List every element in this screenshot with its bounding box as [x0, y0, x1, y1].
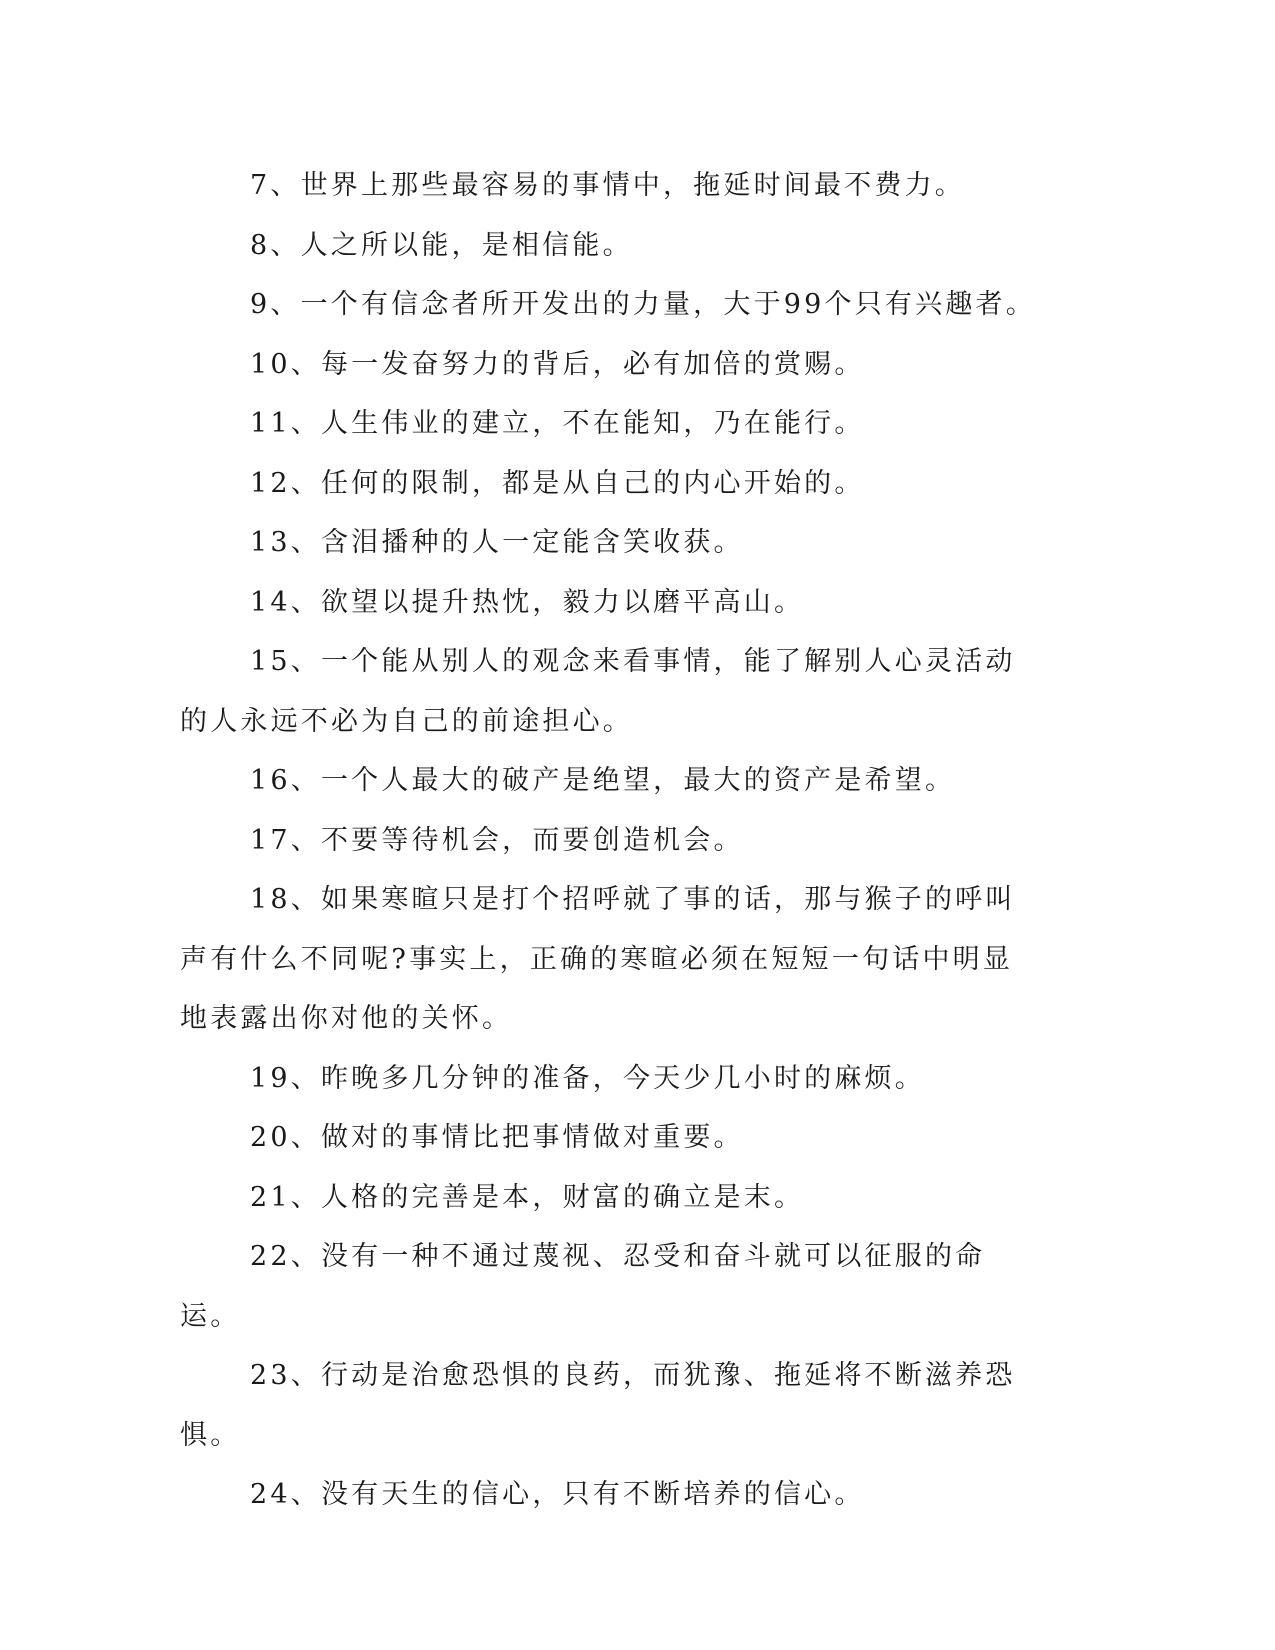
paragraph-17: 17、不要等待机会，而要创造机会。	[250, 824, 744, 856]
paragraph-8: 8、人之所以能，是相信能。	[250, 229, 633, 261]
paragraph-10: 10、每一发奋努力的背后，必有加倍的赏赐。	[250, 348, 865, 380]
paragraph-7: 7、世界上那些最容易的事情中，拖延时间最不费力。	[250, 170, 965, 201]
paragraph-20: 20、做对的事情比把事情做对重要。	[250, 1122, 744, 1153]
paragraph-21: 21、人格的完善是本，财富的确立是末。	[250, 1181, 805, 1213]
document-body	[180, 156, 1040, 1525]
paragraph-23: 23、行动是治愈恐惧的良药，而犹豫、拖延将不断滋养恐惧。	[180, 1360, 1016, 1451]
paragraph-13: 13、含泪播种的人一定能含笑收获。	[250, 527, 744, 558]
paragraph-19: 19、昨晚多几分钟的准备，今天少几小时的麻烦。	[250, 1062, 925, 1094]
paragraph-9: 9、一个有信念者所开发出的力量，大于99个只有兴趣者。	[250, 289, 1036, 320]
paragraph-15: 15、一个能从别人的观念来看事情，能了解别人心灵活动的人永远不必为自己的前途担心。	[180, 646, 1016, 737]
paragraph-16: 16、一个人最大的破产是绝望，最大的资产是希望。	[250, 765, 956, 796]
paragraph-12: 12、任何的限制，都是从自己的内心开始的。	[250, 467, 865, 499]
paragraph-18: 18、如果寒暄只是打个招呼就了事的话，那与猴子的呼叫声有什么不同呢?事实上，正确的寒暄必须在短短一句话中明显地表露出你对他的关怀。	[180, 884, 1016, 1034]
paragraph-22: 22、没有一种不通过蔑视、忍受和奋斗就可以征服的命运。	[180, 1241, 986, 1332]
paragraph-11: 11、人生伟业的建立，不在能知，乃在能行。	[250, 408, 865, 439]
paragraph-14: 14、欲望以提升热忱，毅力以磨平高山。	[250, 586, 805, 618]
paragraph-24: 24、没有天生的信心，只有不断培养的信心。	[250, 1479, 865, 1510]
